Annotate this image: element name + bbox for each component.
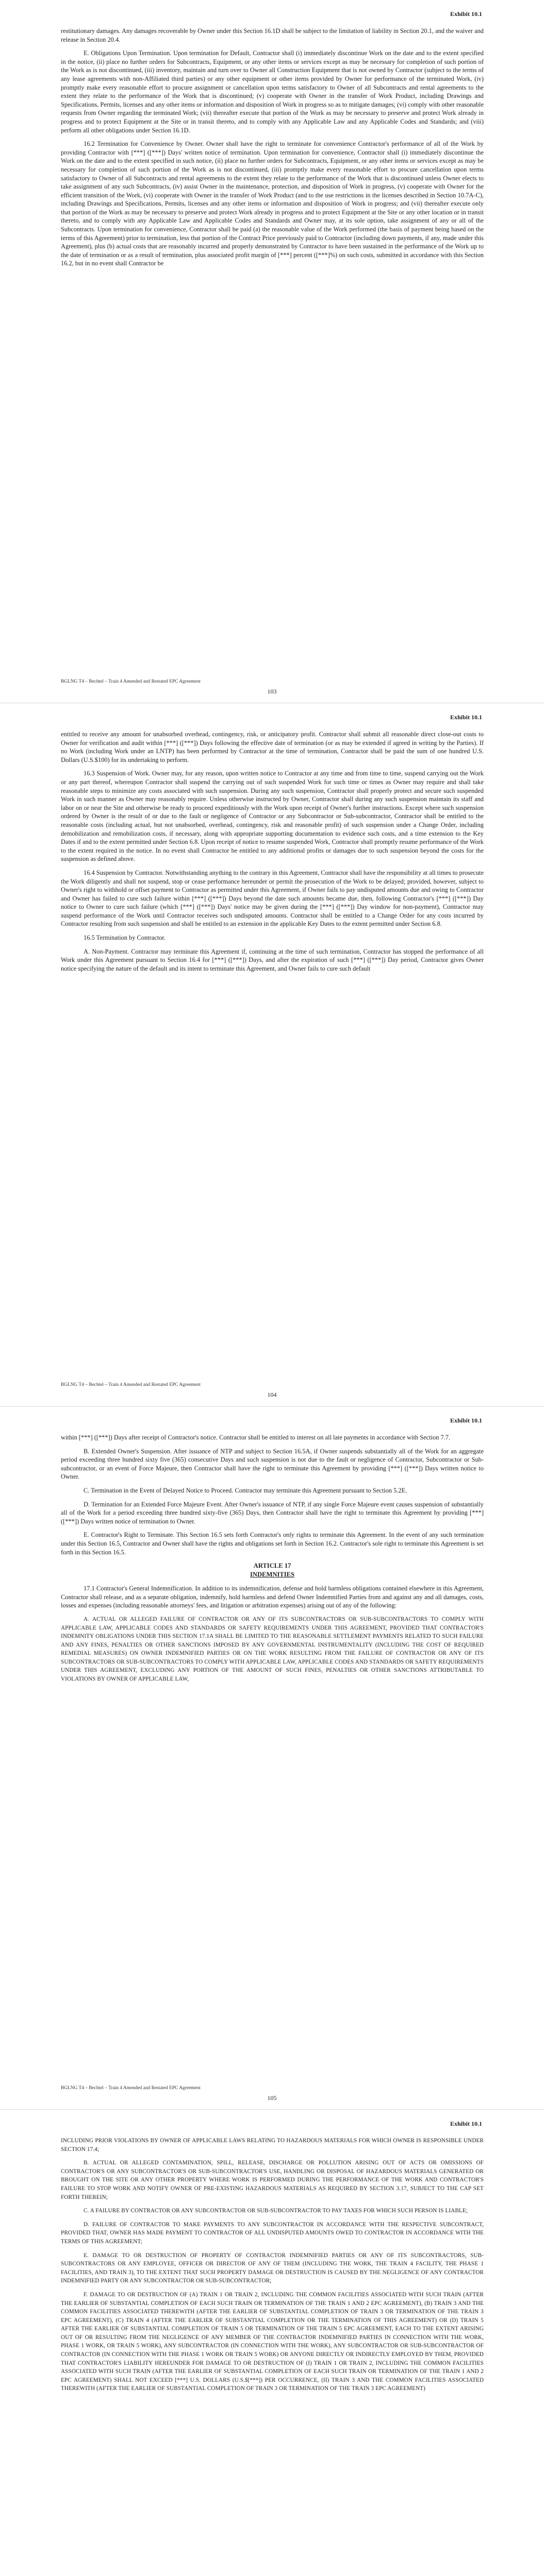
article-heading [61, 1562, 484, 1579]
paragraph: B. ACTUAL OR ALLEGED CONTAMINATION, SPILL, RELEASE, DISCHARGE OR POLLUTION ARISING OUT OF ACTS OR OMISSIONS OF CONTRACTOR'S OR ANY SUBCONTRACTOR'S OR SUB-SUBCONTRACTOR'S USE, HANDLING OR DISPOSAL OF HAZARDOUS MATERIALS GENERATED OR BROUGHT ON THE SITE OR ANY OTHER PROPERTY WHERE WORK IS PERFORMED DURING THE PERFORMANCE OF THE WORK AND CONTRACTOR'S FAILURE TO STOP WORK AND NOTIFY OWNER OF PRE-EXISTING HAZARDOUS MATERIALS AS REQUIRED BY SECTION 3.17, SUBJECT TO THE CAP SET FORTH THEREIN; [61, 2160, 484, 2200]
paragraph: A. Non-Payment. Contractor may terminate this Agreement if, continuing at the time of such termination, Contractor has stopped the performance of all Work under this Agreement pursuant to Section 16.4 for [***] ([***]) Days, and after the expiration of such [***] ([***]) Day period, Contractor gives Owner notice specifying the nature of the default and its intent to terminate this Agreement, and Owner fails to cure such default [61, 947, 484, 972]
paragraph: C. A FAILURE BY CONTRACTOR OR ANY SUBCONTRACTOR OR SUB-SUBCONTRACTOR TO PAY TAXES FOR WHICH SUCH PERSON IS LIABLE; [84, 2208, 468, 2214]
page-106 [0, 2110, 544, 2576]
page-body [61, 1433, 484, 1689]
paragraph: E. Contractor's Right to Terminate. This Section 16.5 sets forth Contractor's only rights to terminate this Agreement. In the event of any such termination under this Section 16.5, Contractor and Owner shall have the rights and obligations set forth in Section 16.2. Contractor's sole right to terminate this Agreement is set forth in this Section 16.5. [61, 1531, 484, 1556]
paragraph: within [***] ([***]) Days after receipt of Contractor's notice. Contractor shall be entitled to interest on all late payments in accordance with Section 7.7. [61, 1434, 451, 1441]
paragraph: F. DAMAGE TO OR DESTRUCTION OF (A) TRAIN 1 OR TRAIN 2, INCLUDING THE COMMON FACILITIES ASSOCIATED WITH SUCH TRAIN (AFTER THE EARLIER OF SUBSTANTIAL COMPLETION OF EACH SUCH TRAIN OR TERMINATION OF THE TRAIN 1 AND 2 EPC AGREEMENT), (B) TRAIN 3 AND THE COMMON FACILITIES ASSOCIATED THEREWITH (AFTER THE EARLIER OF SUBSTANTIAL COMPLETION OF TRAIN 3 OR TERMINATION OF THE TRAIN 3 EPC AGREEMENT), (C) TRAIN 4 (AFTER THE EARLIER OF SUBSTANTIAL COMPLETION OR THE TERMINATION OF THIS AGREEMENT) OR (D) TRAIN 5 AFTER THE EARLIER OF SUBSTANTIAL COMPLETION OF TRAIN 5 OR TERMINATION OF THE TRAIN 5 EPC AGREEMENT, EACH TO THE EXTENT ARISING OUT OF OR RESULTING FROM THE NEGLIGENCE OF ANY MEMBER OF THE CONTRACTOR INDEMNIFIED PARTIES IN CONNECTION WITH THE WORK, PHASE 1 WORK, OR TRAIN 5 WORK), ANY SUBCONTRACTOR (IN CONNECTION WITH THE WORK), ANY SUBCONTRACTOR OR SUB-SUBCONTRACTOR OF CONTRACTOR (IN CONNECTION WITH THE PHASE 1 WORK OR TRAIN 5 WORK) OR ANYONE DIRECTLY OR INDIRECTLY EMPLOYED BY THEM, PROVIDED THAT CONTRACTOR'S LIABILITY HEREUNDER FOR DAMAGE TO OR DESTRUCTION OF (I) TRAIN 1 OR TRAIN 2, INCLUDING THE COMMON FACILITIES ASSOCIATED WITH SUCH TRAIN (AFTER THE EARLIER OF SUBSTANTIAL COMPLETION OF EACH SUCH TRAIN OR TERMINATION OF THE TRAIN 1 AND 2 EPC AGREEMENT) SHALL NOT EXCEED [***] U.S. DOLLARS (U.S.$[***]) PER OCCURRENCE, (II) TRAIN 3 AND THE COMMON FACILITIES ASSOCIATED THEREWITH (AFTER THE EARLIER OF SUBSTANTIAL COMPLETION OF TRAIN 3 OR TERMINATION OF THE TRAIN 3 EPC AGREEMENT) [61, 2291, 484, 2392]
page-number: 105 [267, 2094, 277, 2102]
page-103 [0, 0, 544, 703]
article-title: INDEMNITIES [250, 1571, 295, 1579]
paragraph: E. Obligations Upon Termination. Upon termination for Default, Contractor shall (i) immediately discontinue Work on the date and to the extent specified in the notice, (ii) place no further orders for Subcontracts, Equipment, or any other items or services except as may be necessary for completion of such portion of the Work as is not discontinued, (iii) inventory, maintain and turn over to Owner all Construction Equipment that is not owned by Contractor (subject to the terms of any lease agreements with non-Affiliated third parties) or any other equipment or other items provided by Owner for performance of the terminated Work, (iv) promptly make every reasonable effort to procure assignment or cancellation upon terms satisfactory to Owner of all Subcontracts and rental agreements to the extent they relate to the performance of the Work that is discontinued; (v) cooperate with Owner in the transfer of Work Product, including Drawings and Specifications, Permits, licenses and any other items or information and disposition of Work in progress so as to mitigate damages; (vi) comply with other reasonable requests from Owner regarding the terminated Work; (vii) thereafter execute that portion of the Work as may be necessary to preserve and protect Work already in progress and to protect Equipment at the Site or in transit thereto, and to comply with any Applicable Law and any Applicable Codes and Standards; and (viii) perform all other obligations under Section 16.1D. [61, 49, 484, 134]
paragraph: C. Termination in the Event of Delayed Notice to Proceed. Contractor may terminate this Agreement pursuant to Section 5.2E. [84, 1486, 407, 1494]
page-body [61, 2137, 484, 2398]
page-number: 104 [267, 1391, 277, 1398]
page-body [61, 27, 484, 273]
exhibit-label: Exhibit 10.1 [450, 10, 482, 18]
paragraph: 16.3 Suspension of Work. Owner may, for any reason, upon written notice to Contractor at any time and from time to time, suspend carrying out the Work or any part thereof, whereupon Contractor shall suspend the carrying out of such suspended Work for such time or times as Owner may require and shall take reasonable steps to minimize any costs associated with such suspension. During any such suspension, Contractor shall properly protect and secure such suspended Work in such manner as Owner may reasonably require. Unless otherwise instructed by Owner, Contractor shall during any such suspension maintain its staff and labor on or near the Site and otherwise be ready to proceed expeditiously with the Work upon receipt of Owner's further instructions. Except where such suspension ordered by Owner is the result of or due to the fault or negligence of Contractor or any Subcontractor or Sub-subcontractor, Contractor shall be entitled to the reasonable costs (including actual, but not unabsorbed, overhead, contingency, risk and reasonable profit) of such suspension under a Change Order, including demobilization and remobilization costs, if necessary, along with appropriate supporting documentation to evidence such costs, and a time extension to the Key Dates if and to the extent permitted under Section 6.8. Upon receipt of notice to resume suspended Work, Contractor shall promptly resume performance of the Work to the extent required in the notice. In no event shall Contractor be entitled to any additional profits or damages due to such suspension beyond the costs for the suspension as defined above. [61, 770, 484, 863]
paragraph: B. Extended Owner's Suspension. After issuance of NTP and subject to Section 16.5A, if Owner suspends substantially all of the Work for an aggregate period exceeding three hundred sixty five (365) consecutive Days and such suspension is not due to the fault or negligence of Contractor, Subcontractor or Sub-subcontractor, or an event of Force Majeure, then Contractor shall have the right to terminate this Agreement by providing [***] ([***]) Days written notice to Owner. [61, 1447, 484, 1481]
footer: BGLNG T4 – Bechtel – Train 4 Amended and Restated EPC Agreement [61, 679, 201, 684]
page-number: 103 [267, 688, 277, 695]
paragraph: A. ACTUAL OR ALLEGED FAILURE OF CONTRACTOR OR ANY OF ITS SUBCONTRACTORS OR SUB-SUBCONTRACTORS TO COMPLY WITH APPLICABLE LAW, APPLICABLE CODES AND STANDARDS OR SAFETY REQUIREMENTS UNDER THIS AGREEMENT, PROVIDED THAT CONTRACTOR'S INDEMNITY OBLIGATIONS UNDER THIS SECTION 17.1A SHALL BE LIMITED TO THE REASONABLE SETTLEMENT PAYMENTS RELATED TO SUCH FAILURE AND ANY FINES, PENALTIES OR OTHER SANCTIONS IMPOSED BY ANY GOVERNMENTAL INSTRUMENTALITY (INCLUDING THE COST OF REQUIRED REMEDIAL MEASURES) ON OWNER INDEMNIFIED PARTIES OR ON THE WORK RESULTING FROM THE FAILURE OF CONTRACTOR OR ANY OF ITS SUBCONTRACTORS OR SUB-SUBCONTRACTORS TO COMPLY WITH APPLICABLE LAW, APPLICABLE CODES AND STANDARDS OR SAFETY REQUIREMENTS UNDER THIS AGREEMENT, EXCLUDING ANY PORTION OF THE AMOUNT OF SUCH FINES, PENALTIES OR OTHER SANCTIONS ATTRIBUTABLE TO VIOLATIONS BY OWNER OF APPLICABLE LAW, [61, 1616, 484, 1683]
exhibit-label: Exhibit 10.1 [450, 1417, 482, 1424]
exhibit-label: Exhibit 10.1 [450, 2120, 482, 2127]
exhibit-label: Exhibit 10.1 [450, 714, 482, 721]
footer: BGLNG T4 – Bechtel – Train 4 Amended and Restated EPC Agreement [61, 2086, 201, 2091]
paragraph: 17.1 Contractor's General Indemnification. In addition to its indemnification, defense and hold harmless obligations contained elsewhere in this Agreement, Contractor shall release, and as a separate obligation, indemnify, hold harmless and defend Owner Indemnified Parties from and against any and all damages, costs, losses and expenses (including reasonable attorneys' fees, and litigation or arbitration expenses) arising out of any of the following: [61, 1585, 484, 1609]
article-number: ARTICLE 17 [253, 1562, 291, 1570]
page-105 [0, 1406, 544, 2110]
section-heading: 16.5 Termination by Contractor. [84, 934, 166, 942]
page-body [61, 730, 484, 978]
paragraph: restitutionary damages. Any damages recoverable by Owner under this Section 16.1D shall be subject to the limitation of liability in Section 20.1, and the waiver and release in Section 20.4. [61, 27, 484, 43]
paragraph: INCLUDING PRIOR VIOLATIONS BY OWNER OF APPLICABLE LAWS RELATING TO HAZARDOUS MATERIALS FOR WHICH OWNER IS RESPONSIBLE UNDER SECTION 17.4; [61, 2138, 484, 2153]
paragraph: D. Termination for an Extended Force Majeure Event. After Owner's issuance of NTP, if any single Force Majeure event causes suspension of substantially all of the Work for a period exceeding three hundred sixty-five (365) Days, then Contractor shall have the right to terminate this Agreement by providing [***] ([***]) Days written notice of termination to Owner. [61, 1500, 484, 1525]
paragraph: E. DAMAGE TO OR DESTRUCTION OF PROPERTY OF CONTRACTOR INDEMNIFIED PARTIES OR ANY OF ITS SUBCONTRACTORS, SUB-SUBCONTRACTORS OR ANY EMPLOYEE, OFFICER OR DIRECTOR OF ANY OF THEM (INCLUDING THE WORK, THE TRAIN 4 FACILITY, THE PHASE 1 FACILITIES, AND TRAIN 3), TO THE EXTENT THAT SUCH PROPERTY DAMAGE OR DESTRUCTION IS CAUSED BY THE NEGLIGENCE OF ANY CONTRACTOR INDEMNIFIED PARTY OR ANY SUBCONTRACTOR OR SUB-SUBCONTRACTOR; [61, 2252, 484, 2284]
paragraph: 16.4 Suspension by Contractor. Notwithstanding anything to the contrary in this Agreement, Contractor shall have the responsibility at all times to prosecute the Work diligently and shall not suspend, stop or cease performance hereunder or permit the prosecution of the Work to be delayed; provided, however, subject to Owner's right to withhold or offset payment to Contractor as permitted under this Agreement, if Owner fails to pay undisputed amounts due and owing to Contractor and Owner has failed to cure such failure within [***] ([***]) Days beyond the date such amounts became due, then, following Contractor's [***] ([***]) Day notice to Owner to cure such failure (which [***] ([***]) Days' notice may be given during the [***] ([***]) Day window for non-payment), Contractor may suspend performance of the Work until Contractor receives such undisputed amounts. Contractor shall be entitled to a Change Order for any costs incurred by Contractor resulting from such suspension and shall be entitled to an extension in the applicable Key Dates to the extent permitted under Section 6.8. [61, 869, 484, 928]
page-104 [0, 703, 544, 1406]
paragraph: 16.2 Termination for Convenience by Owner. Owner shall have the right to terminate for convenience Contractor's performance of all of the Work by providing Contractor with [***] ([***]) Days' written notice of termination. Upon termination for convenience, Contractor shall (i) immediately discontinue the Work on the date and to the extent specified in such notice, (ii) place no further orders for Subcontracts, Equipment, or any other items or services except as may be necessary for completion of such portion of the Work as is not discontinued, (iii) promptly make every reasonable effort to procure cancellation upon terms satisfactory to Owner of all Subcontracts and rental agreements to the extent they relate to the performance of the Work that is discontinued unless Owner elects to take assignment of any such Subcontracts, (iv) assist Owner in the maintenance, protection, and disposition of Work in progress, (v) cooperate with Owner for the efficient transition of the Work, (vi) cooperate with Owner in the transfer of Work Product (and to the use restrictions in the licenses described in Section 10.7A-C), including Drawings and Specifications, Permits, licenses and any other items or information and disposition of Work in progress; and (vii) thereafter execute only that portion of the Work as may be necessary to preserve and protect Work already in progress and to protect Equipment at the Site or any other location or in transit thereto, and to comply with any Applicable Law and Applicable Codes and Standards and Owner may, at its sole option, take assignment of any or all of the Subcontracts. Upon termination for convenience, Contractor shall be paid (a) the reasonable value of the Work performed (the basis of payment being based on the terms of this Agreement) prior to termination, less that portion of the Contract Price previously paid to Contractor (including down payments, if any, made under this Agreement), plus (b) actual costs that are reasonably incurred and properly demonstrated by Contractor to have been sustained in the performance of the Work up to the date of termination or as a result of termination, plus associated profit margin of [***] percent ([***]%) on such costs, submitted in accordance with this Section 16.2, but in no event shall Contractor be [61, 140, 484, 267]
paragraph: entitled to receive any amount for unabsorbed overhead, contingency, risk, or anticipatory profit. Contractor shall submit all reasonable direct close-out costs to Owner for verification and audit within [***] ([***]) Days following the effective date of termination (or as may be extended if agreed in writing by the Parties). If no Work (including Work under an LNTP) has been performed by Contractor at the time of termination, Contractor shall be paid the sum of one hundred U.S. Dollars (U.S.$100) for its undertaking to perform. [61, 731, 484, 764]
paragraph: D. FAILURE OF CONTRACTOR TO MAKE PAYMENTS TO ANY SUBCONTRACTOR IN ACCORDANCE WITH THE RESPECTIVE SUBCONTRACT, PROVIDED THAT, OWNER HAS MADE PAYMENT TO CONTRACTOR OF ALL UNDISPUTED AMOUNTS OWED TO CONTRACTOR IN ACCORDANCE WITH THE TERMS OF THIS AGREEMENT; [61, 2221, 484, 2245]
footer: BGLNG T4 – Bechtel – Train 4 Amended and Restated EPC Agreement [61, 1382, 201, 1387]
